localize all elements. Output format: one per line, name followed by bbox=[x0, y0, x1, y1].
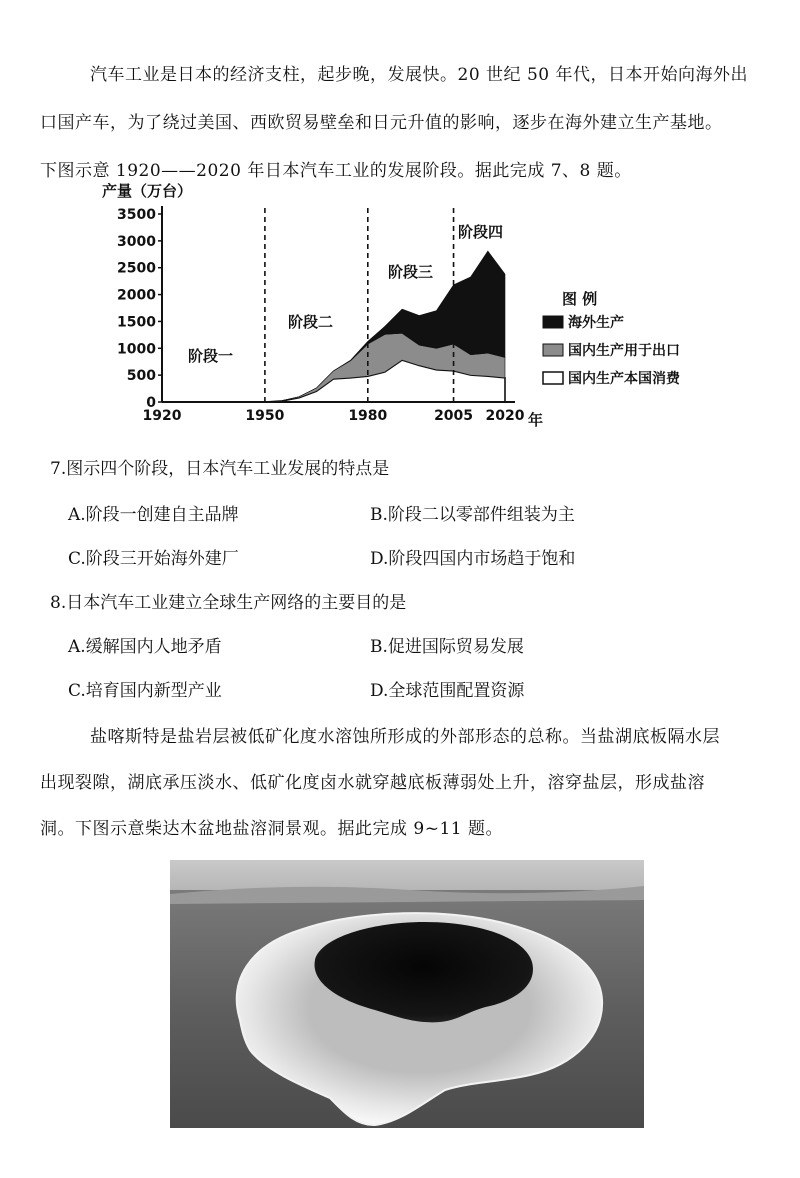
q8-option-d[interactable]: D.全球范围配置资源 bbox=[370, 681, 525, 701]
legend-label-domestic: 国内生产本国消费 bbox=[568, 371, 680, 387]
q8-option-a[interactable]: A.缓解国内人地矛盾 bbox=[68, 637, 222, 657]
legend-label-overseas: 海外生产 bbox=[568, 315, 624, 331]
intro-line-3: 下图示意 1920——2020 年日本汽车工业的发展阶段。据此完成 7、8 题。 bbox=[40, 161, 632, 181]
q7-option-d[interactable]: D.阶段四国内市场趋于饱和 bbox=[370, 549, 576, 569]
q8-option-c[interactable]: C.培育国内新型产业 bbox=[68, 681, 222, 701]
y-tick-label: 500 bbox=[126, 368, 156, 385]
y-tick-label: 0 bbox=[146, 395, 156, 411]
legend-title: 图 例 bbox=[562, 290, 598, 308]
question-7-stem: 7.图示四个阶段，日本汽车工业发展的特点是 bbox=[50, 459, 390, 479]
phase-label-2: 阶段二 bbox=[288, 313, 334, 331]
legend-swatch-overseas bbox=[543, 316, 563, 328]
phase-label-1: 阶段一 bbox=[188, 347, 234, 365]
y-tick-label: 2500 bbox=[117, 260, 156, 277]
x-tick-label: 2005 bbox=[434, 408, 474, 424]
x-axis-unit: 年 bbox=[528, 411, 544, 429]
x-tick-label: 1920 bbox=[142, 408, 182, 424]
intro2-line-1: 盐喀斯特是盐岩层被低矿化度水溶蚀所形成的外部形态的总称。当盐湖底板隔水层 bbox=[90, 727, 720, 747]
intro2-line-3: 洞。下图示意柴达木盆地盐溶洞景观。据此完成 9~11 题。 bbox=[40, 819, 503, 839]
intro-line-1: 汽车工业是日本的经济支柱，起步晚，发展快。20 世纪 50 年代，日本开始向海外出 bbox=[90, 65, 748, 85]
legend-swatch-domestic bbox=[543, 372, 563, 384]
intro-line-2: 口国产车，为了绕过美国、西欧贸易壁垒和日元升值的影响，逐步在海外建立生产基地。 bbox=[40, 113, 723, 133]
phase-label-3: 阶段三 bbox=[388, 263, 434, 281]
question-8-stem: 8.日本汽车工业建立全球生产网络的主要目的是 bbox=[50, 593, 407, 613]
salt-karst-cave-photo bbox=[170, 860, 644, 1128]
x-tick-label: 2020 bbox=[485, 408, 525, 424]
y-tick-label: 3000 bbox=[117, 233, 156, 250]
japan-auto-production-chart bbox=[100, 180, 700, 430]
q7-option-b[interactable]: B.阶段二以零部件组装为主 bbox=[370, 505, 575, 525]
y-tick-label: 3500 bbox=[117, 207, 156, 223]
legend-label-export: 国内生产用于出口 bbox=[568, 343, 680, 359]
y-axis-label: 产量（万台） bbox=[102, 182, 193, 200]
q7-option-a[interactable]: A.阶段一创建自主品牌 bbox=[68, 505, 239, 525]
y-tick-label: 1500 bbox=[117, 314, 156, 331]
q8-option-b[interactable]: B.促进国际贸易发展 bbox=[370, 637, 524, 657]
q7-option-c[interactable]: C.阶段三开始海外建厂 bbox=[68, 549, 239, 569]
y-tick-label: 1000 bbox=[117, 341, 156, 358]
legend-swatch-export bbox=[543, 344, 563, 356]
x-tick-label: 1980 bbox=[348, 408, 388, 424]
x-tick-label: 1950 bbox=[245, 408, 285, 424]
phase-label-4: 阶段四 bbox=[458, 223, 504, 241]
intro2-line-2: 出现裂隙，湖底承压淡水、低矿化度卤水就穿越底板薄弱处上升，溶穿盐层，形成盐溶 bbox=[40, 773, 705, 793]
y-tick-label: 2000 bbox=[117, 287, 156, 304]
